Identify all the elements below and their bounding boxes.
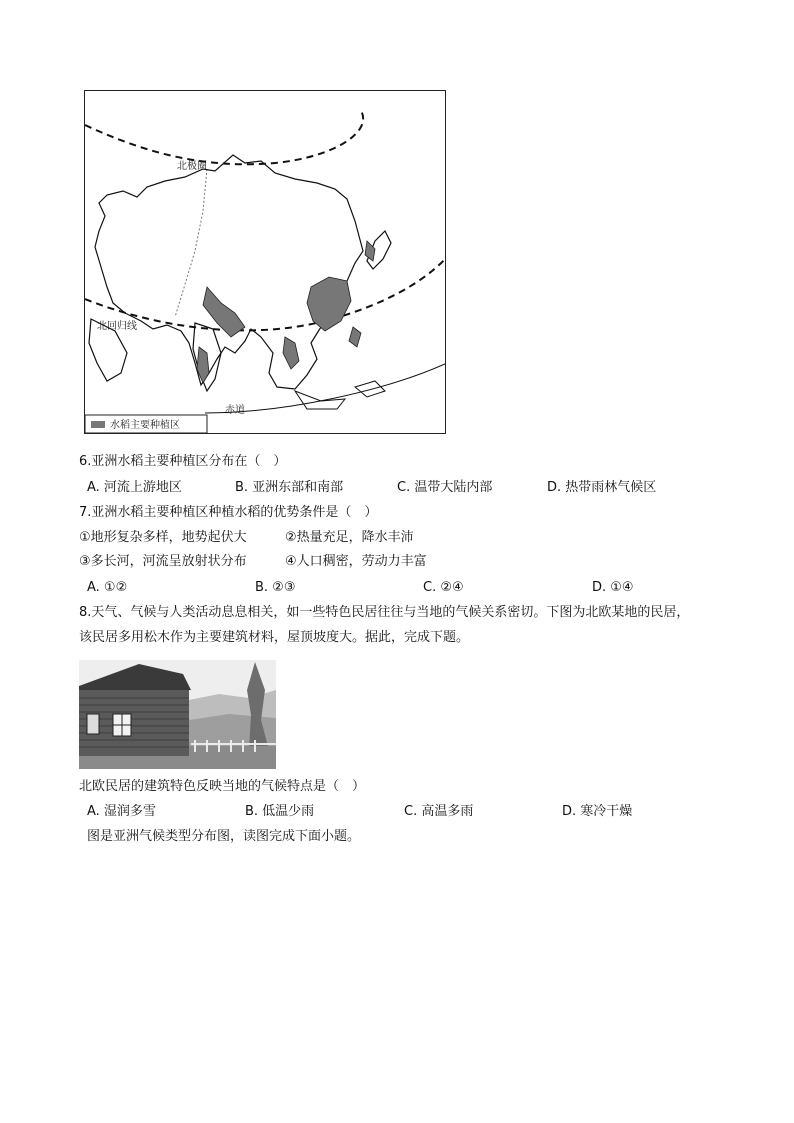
q6-stem: 6.亚洲水稻主要种植区分布在（ ） [79, 454, 287, 469]
rice-area-indochina [283, 337, 299, 369]
equator-label: 赤道 [225, 405, 245, 416]
q7-statement-2: ②热量充足，降水丰沛 [285, 530, 414, 545]
indonesia-outline [295, 391, 345, 409]
arctic-circle-line [85, 109, 363, 164]
legend-label: 水稻主要种植区 [110, 420, 180, 431]
arctic-circle-label: 北极圈 [177, 161, 207, 172]
q8-option-d[interactable]: D. 寒冷干燥 [562, 804, 633, 819]
q7-statement-3: ③多长河，河流呈放射状分布 [79, 554, 247, 569]
q8-stem: 北欧民居的建筑特色反映当地的气候特点是（ ） [79, 779, 366, 794]
q7-option-b[interactable]: B. ②③ [255, 580, 296, 595]
q6-option-d[interactable]: D. 热带雨林气候区 [547, 480, 657, 495]
q8-intro-line2: 该民居多用松木作为主要建筑材料，屋顶坡度大。据此，完成下题。 [79, 630, 470, 645]
nordic-house-photo [79, 660, 276, 769]
q7-statement-4: ④人口稠密，劳动力丰富 [285, 554, 427, 569]
asia-rice-map [84, 90, 446, 434]
borneo-outline [355, 381, 385, 397]
rice-area-ganges [203, 287, 245, 337]
q7-option-d[interactable]: D. ①④ [592, 580, 634, 595]
q8-intro-line1: 8.天气、气候与人类活动息息相关，如一些特色民居往往与当地的气候关系密切。下图为北欧某地的民居， [79, 605, 690, 620]
tropic-label: 北回归线 [97, 321, 137, 332]
rice-area-philippines [349, 327, 361, 347]
boundary-line [175, 169, 207, 317]
q6-option-c[interactable]: C. 温带大陆内部 [397, 480, 493, 495]
q6-option-b[interactable]: B. 亚洲东部和南部 [235, 480, 344, 495]
q7-option-c[interactable]: C. ②④ [423, 580, 464, 595]
q6-option-a[interactable]: A. 河流上游地区 [87, 480, 182, 495]
asia-map-svg [85, 91, 445, 433]
q8-option-a[interactable]: A. 湿润多雪 [87, 804, 156, 819]
next-question-intro: 图是亚洲气候类型分布图，读图完成下面小题。 [87, 829, 361, 844]
legend-swatch [91, 421, 105, 428]
asia-outline [95, 155, 363, 389]
q8-option-b[interactable]: B. 低温少雨 [245, 804, 315, 819]
q7-stem: 7.亚洲水稻主要种植区种植水稻的优势条件是（ ） [79, 505, 378, 520]
q7-option-a[interactable]: A. ①② [87, 580, 128, 595]
q8-option-c[interactable]: C. 高温多雨 [404, 804, 474, 819]
house-photo-svg [79, 660, 276, 769]
q7-statement-1: ①地形复杂多样，地势起伏大 [79, 530, 247, 545]
